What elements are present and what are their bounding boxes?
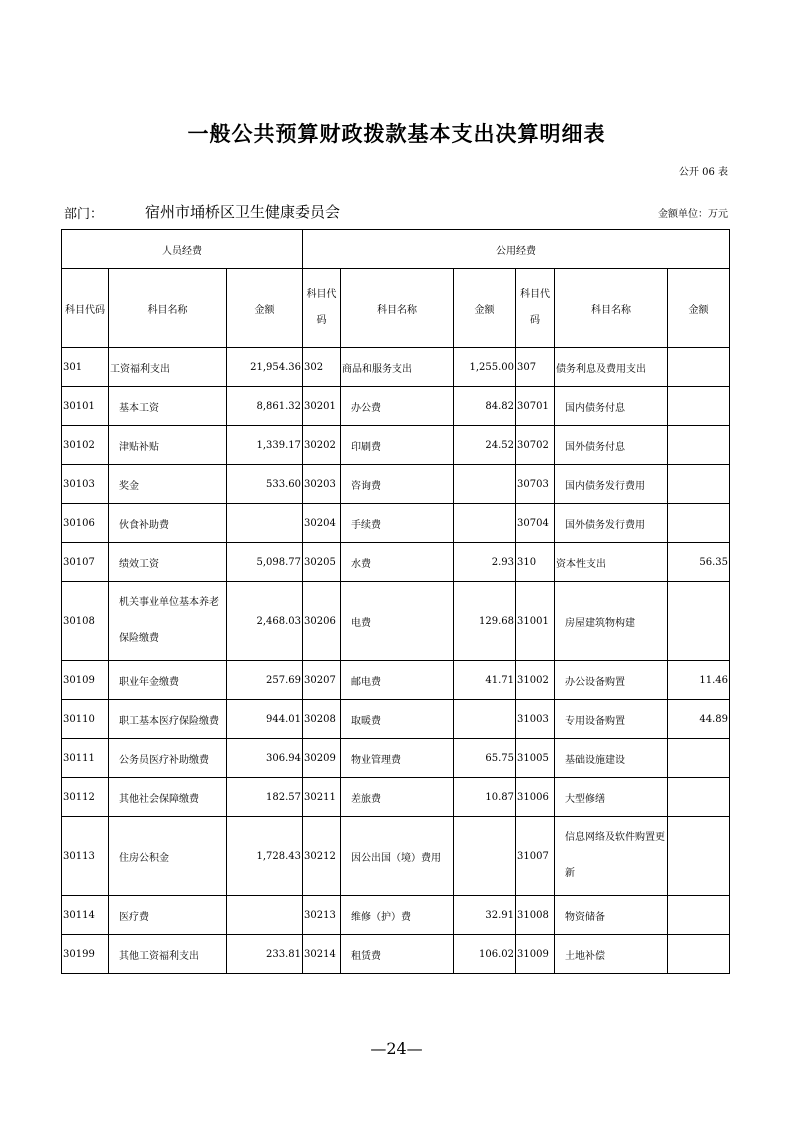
amount (668, 778, 730, 817)
subject-name: 土地补偿 (555, 935, 668, 974)
table-row (62, 700, 730, 739)
subject-code: 30201 (303, 387, 341, 426)
amount (668, 426, 730, 465)
header-code: 科目代码 (303, 269, 341, 348)
subject-name: 基础设施建设 (555, 739, 668, 778)
subject-name: 医疗费 (109, 896, 227, 935)
subject-code: 31008 (516, 896, 555, 935)
header-name: 科目名称 (109, 269, 227, 348)
amount: 5,098.77 (227, 543, 303, 582)
subject-name: 机关事业单位基本养老保险缴费 (109, 582, 227, 661)
subject-code: 307 (516, 348, 555, 387)
subject-name: 国外债务发行费用 (555, 504, 668, 543)
table-row (62, 543, 730, 582)
subject-name: 基本工资 (109, 387, 227, 426)
subject-name: 商品和服务支出 (341, 348, 454, 387)
amount (454, 504, 516, 543)
table-row (62, 739, 730, 778)
subject-code: 30206 (303, 582, 341, 661)
subject-code: 30702 (516, 426, 555, 465)
subject-code: 31003 (516, 700, 555, 739)
subject-name: 职业年金缴费 (109, 661, 227, 700)
subject-code: 30107 (62, 543, 109, 582)
subject-code: 30704 (516, 504, 555, 543)
amount (227, 504, 303, 543)
subject-name: 大型修缮 (555, 778, 668, 817)
header-code: 科目代码 (62, 269, 109, 348)
amount (668, 504, 730, 543)
subject-name: 租赁费 (341, 935, 454, 974)
amount (668, 465, 730, 504)
amount: 8,861.32 (227, 387, 303, 426)
amount: 32.91 (454, 896, 516, 935)
subject-name: 房屋建筑物构建 (555, 582, 668, 661)
subject-name: 邮电费 (341, 661, 454, 700)
amount: 182.57 (227, 778, 303, 817)
header-code: 科目代码 (516, 269, 555, 348)
subject-code: 30202 (303, 426, 341, 465)
subject-name: 办公费 (341, 387, 454, 426)
subject-code: 30101 (62, 387, 109, 426)
subject-code: 30112 (62, 778, 109, 817)
subject-code: 31006 (516, 778, 555, 817)
amount: 84.82 (454, 387, 516, 426)
header-amount: 金额 (227, 269, 303, 348)
subject-name: 差旅费 (341, 778, 454, 817)
amount: 2,468.03 (227, 582, 303, 661)
subject-code: 30109 (62, 661, 109, 700)
amount (454, 465, 516, 504)
amount (668, 582, 730, 661)
table-row (62, 348, 730, 387)
subject-code: 30208 (303, 700, 341, 739)
amount: 944.01 (227, 700, 303, 739)
table-row (62, 935, 730, 974)
subject-name: 国内债务付息 (555, 387, 668, 426)
subject-name: 物资储备 (555, 896, 668, 935)
page-title: 一般公共预算财政拨款基本支出决算明细表 (187, 121, 606, 146)
subject-code: 30205 (303, 543, 341, 582)
subject-code: 31001 (516, 582, 555, 661)
subject-code: 30212 (303, 817, 341, 896)
amount: 1,339.17 (227, 426, 303, 465)
subject-code: 30114 (62, 896, 109, 935)
subject-code: 31002 (516, 661, 555, 700)
amount (668, 387, 730, 426)
amount: 10.87 (454, 778, 516, 817)
amount: 44.89 (668, 700, 730, 739)
amount: 11.46 (668, 661, 730, 700)
table-row (62, 817, 730, 896)
amount: 65.75 (454, 739, 516, 778)
subject-name: 国内债务发行费用 (555, 465, 668, 504)
subject-code: 30110 (62, 700, 109, 739)
amount (668, 896, 730, 935)
group-header-public: 公用经费 (303, 230, 730, 269)
expenditure-table (61, 229, 730, 974)
subject-name: 维修（护）费 (341, 896, 454, 935)
amount: 1,255.00 (454, 348, 516, 387)
amount: 21,954.36 (227, 348, 303, 387)
subject-code: 30103 (62, 465, 109, 504)
header-name: 科目名称 (555, 269, 668, 348)
subject-name: 津贴补贴 (109, 426, 227, 465)
amount: 306.94 (227, 739, 303, 778)
table-row (62, 504, 730, 543)
department-name: 宿州市埇桥区卫生健康委员会 (145, 203, 341, 221)
amount: 56.35 (668, 543, 730, 582)
subject-name: 手续费 (341, 504, 454, 543)
table-row (62, 387, 730, 426)
table-row (62, 426, 730, 465)
amount (668, 935, 730, 974)
subject-code: 302 (303, 348, 341, 387)
subject-name: 咨询费 (341, 465, 454, 504)
subject-code: 30214 (303, 935, 341, 974)
subject-name: 水费 (341, 543, 454, 582)
subject-name: 因公出国（境）费用 (341, 817, 454, 896)
subject-code: 30209 (303, 739, 341, 778)
subject-code: 30199 (62, 935, 109, 974)
amount (668, 817, 730, 896)
group-header-personnel: 人员经费 (62, 230, 303, 269)
subject-name: 资本性支出 (555, 543, 668, 582)
subject-code: 30111 (62, 739, 109, 778)
subject-name: 工资福利支出 (109, 348, 227, 387)
amount: 41.71 (454, 661, 516, 700)
subject-code: 30211 (303, 778, 341, 817)
subject-name: 信息网络及软件购置更新 (555, 817, 668, 896)
table-row (62, 582, 730, 661)
amount: 106.02 (454, 935, 516, 974)
table-row (62, 661, 730, 700)
table-row (62, 778, 730, 817)
subject-name: 绩效工资 (109, 543, 227, 582)
header-amount: 金额 (454, 269, 516, 348)
amount (227, 896, 303, 935)
amount: 129.68 (454, 582, 516, 661)
subject-name: 取暖费 (341, 700, 454, 739)
subject-code: 30207 (303, 661, 341, 700)
table-row (62, 465, 730, 504)
subject-name: 住房公积金 (109, 817, 227, 896)
subject-name: 其他工资福利支出 (109, 935, 227, 974)
subject-name: 其他社会保障缴费 (109, 778, 227, 817)
amount: 2.93 (454, 543, 516, 582)
subject-name: 电费 (341, 582, 454, 661)
subject-code: 30102 (62, 426, 109, 465)
subject-code: 30703 (516, 465, 555, 504)
subject-code: 30701 (516, 387, 555, 426)
amount: 1,728.43 (227, 817, 303, 896)
table-row (62, 896, 730, 935)
subject-name: 奖金 (109, 465, 227, 504)
amount: 233.81 (227, 935, 303, 974)
subject-code: 30203 (303, 465, 341, 504)
subject-code: 31005 (516, 739, 555, 778)
header-amount: 金额 (668, 269, 730, 348)
amount (454, 700, 516, 739)
subject-name: 印刷费 (341, 426, 454, 465)
subject-code: 30213 (303, 896, 341, 935)
header-name: 科目名称 (341, 269, 454, 348)
subject-code: 301 (62, 348, 109, 387)
subject-code: 31009 (516, 935, 555, 974)
subject-name: 伙食补助费 (109, 504, 227, 543)
subject-name: 公务员医疗补助缴费 (109, 739, 227, 778)
subject-name: 职工基本医疗保险缴费 (109, 700, 227, 739)
subject-code: 30106 (62, 504, 109, 543)
amount (668, 739, 730, 778)
page-number: —24— (370, 1039, 423, 1058)
subject-code: 30113 (62, 817, 109, 896)
subject-name: 国外债务付息 (555, 426, 668, 465)
subject-code: 30108 (62, 582, 109, 661)
subject-name: 专用设备购置 (555, 700, 668, 739)
amount: 533.60 (227, 465, 303, 504)
form-number: 公开 06 表 (678, 167, 728, 178)
subject-name: 债务利息及费用支出 (555, 348, 668, 387)
subject-name: 办公设备购置 (555, 661, 668, 700)
subject-code: 30204 (303, 504, 341, 543)
subject-code: 31007 (516, 817, 555, 896)
amount: 257.69 (227, 661, 303, 700)
amount (454, 817, 516, 896)
subject-name: 物业管理费 (341, 739, 454, 778)
subject-code: 310 (516, 543, 555, 582)
department-label: 部门： (64, 207, 104, 222)
amount (668, 348, 730, 387)
amount-unit: 金额单位：万元 (658, 209, 728, 220)
amount: 24.52 (454, 426, 516, 465)
